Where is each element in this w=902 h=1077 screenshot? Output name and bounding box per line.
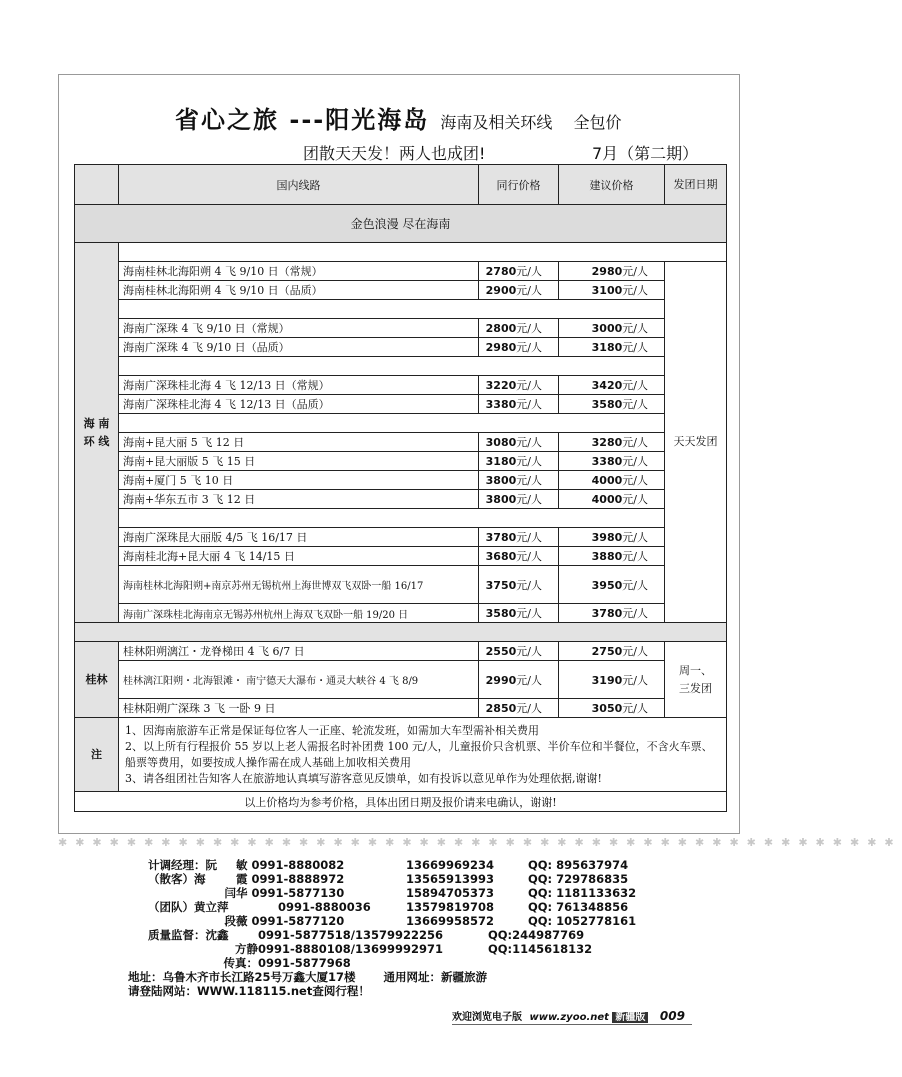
suggest-price: 4000元/人 [559,471,665,490]
guilin-section [75,642,727,718]
notes-label: 注 [75,718,119,792]
peer-price: 2550元/人 [479,642,559,661]
route-cell: 海南广深珠桂北海南京无锡苏州杭州上海双飞双卧一船 19/20 日 [119,604,479,623]
peer-price: 3680元/人 [479,547,559,566]
suggest-price: 3000元/人 [559,319,665,338]
title-route: 海南及相关环线 [440,113,553,132]
guilin-dates: 周一、三发团 [665,642,727,718]
table-row [75,319,727,338]
route-cell: 海南桂林北海阳朔 4 飞 9/10 日（品质） [119,281,479,300]
peer-price: 2780元/人 [479,262,559,281]
spacer-row [75,357,727,376]
peer-price: 2990元/人 [479,661,559,699]
spacer-row [75,509,727,528]
table-row [75,661,727,699]
suggest-price: 3190元/人 [559,661,665,699]
hainan-section [75,243,727,623]
period-label: 7月（第二期） [592,144,699,163]
section-banner [75,205,727,243]
peer-price: 3580元/人 [479,604,559,623]
website: 请登陆网站：WWW.118115.net查阅行程！ [128,984,370,998]
suggest-price: 3980元/人 [559,528,665,547]
section-banner-text: 金色浪漫 尽在海南 [75,205,727,243]
contact-row: 传真：0991-5877968 [223,956,351,970]
page-number: 009 [659,1009,685,1023]
notes-cell [119,718,727,792]
route-cell: 海南+昆大丽版 5 飞 15 日 [119,452,479,471]
spacer-row [75,300,727,319]
note-item: 2、以上所有行程报价 55 岁以上老人需报名时补团费 100 元/人，儿童报价只含机票、半价车位和半餐位，不含火车票、船票等费用，如要按成人操作需在成人基础上加收相关费用 [125,739,713,769]
route-cell: 海南广深珠桂北海 4 飞 12/13 日（常规） [119,376,479,395]
route-cell: 海南+厦门 5 飞 10 日 [119,471,479,490]
price-table [74,164,727,812]
site-link[interactable]: www.zyoo.net [529,1012,609,1023]
subtitle: 团散天天发！两人也成团! [303,144,486,163]
contact-block [128,858,637,998]
suggest-price: 2980元/人 [559,262,665,281]
contact-row: （团队）黄立萍 0991-8880036 13579819708 QQ: 761348856 [148,900,629,914]
title-main: 省心之旅 ---阳光海岛 [175,106,430,134]
suggest-price: 2750元/人 [559,642,665,661]
peer-price: 3800元/人 [479,490,559,509]
page-title [175,100,621,135]
suggest-price: 3050元/人 [559,699,665,718]
table-header [75,165,727,205]
table-row [75,528,727,547]
suggest-price: 3380元/人 [559,452,665,471]
table-row [75,604,727,623]
suggest-price: 3180元/人 [559,338,665,357]
suggest-price: 4000元/人 [559,490,665,509]
col-suggest-price: 建议价格 [559,165,665,205]
route-cell: 桂林阳朔广深珠 3 飞 一卧 9 日 [119,699,479,718]
peer-price: 3220元/人 [479,376,559,395]
peer-price: 2900元/人 [479,281,559,300]
decorative-stars: ✱✱✱✱✱✱✱✱✱✱✱✱✱✱✱✱✱✱✱✱✱✱✱✱✱✱✱✱✱✱✱✱✱✱✱✱✱✱✱✱✱✱✱✱✱✱✱✱✱ [58,836,902,849]
suggest-price: 3780元/人 [559,604,665,623]
table-row [75,490,727,509]
table-row [75,642,727,661]
suggest-price: 3580元/人 [559,395,665,414]
network-name: 通用网址：新疆旅游 [383,970,488,984]
peer-price: 3180元/人 [479,452,559,471]
peer-price: 3800元/人 [479,471,559,490]
route-cell: 海南+华东五市 3 飞 12 日 [119,490,479,509]
route-cell: 海南广深珠昆大丽版 4/5 飞 16/17 日 [119,528,479,547]
bottom-rule [452,1024,692,1025]
table-row [75,471,727,490]
route-cell: 海南广深珠桂北海 4 飞 12/13 日（品质） [119,395,479,414]
divider-row [75,623,727,642]
route-cell: 海南+昆大丽 5 飞 12 日 [119,433,479,452]
suggest-price: 3420元/人 [559,376,665,395]
contact-row: 质量监督：沈鑫 0991-5877518/13579922256 QQ:244987769 [148,928,585,942]
spacer-row [75,243,727,262]
table-row [75,699,727,718]
website-row [128,984,636,998]
contact-row: （散客）海 霞 0991-8888972 13565913993 QQ: 729786835 [148,872,629,886]
note-item: 1、因海南旅游车正常是保证每位客人一正座、轮流发班，如需加大车型需补相关费用 [125,723,539,737]
contact-row: 计调经理：阮 敏 0991-8880082 13669969234 QQ: 895637974 [148,858,629,872]
footer-text: 以上价格均为参考价格，具体出团日期及报价请来电确认，谢谢! [75,792,727,812]
table-row [75,281,727,300]
peer-price: 3380元/人 [479,395,559,414]
col-peer-price: 同行价格 [479,165,559,205]
route-cell: 海南广深珠 4 飞 9/10 日（常规） [119,319,479,338]
table-row [75,262,727,281]
peer-price: 2980元/人 [479,338,559,357]
corner-cell [75,165,119,205]
route-cell: 海南桂林北海阳朔+南京苏州无锡杭州上海世博双飞双卧一船 16/17 [119,566,479,604]
route-cell: 海南桂林北海阳朔 4 飞 9/10 日（常规） [119,262,479,281]
col-route: 国内线路 [119,165,479,205]
table-row [75,566,727,604]
edition-badge: 新疆版 [612,1012,648,1023]
note-item: 3、请各组团社告知客人在旅游地认真填写游客意见反馈单，如有投诉以意见单作为处理依据,谢谢! [125,771,602,785]
peer-price: 3080元/人 [479,433,559,452]
hainan-side-label: 海 南 环 线 [75,243,119,623]
route-cell: 海南桂北海+昆大丽 4 飞 14/15 日 [119,547,479,566]
contact-row: 段薇 0991-5877120 13669958572 QQ: 1052778161 [224,914,637,928]
hainan-dates: 天天发团 [665,262,727,623]
address-row [0,970,636,984]
peer-price: 2800元/人 [479,319,559,338]
suggest-price: 3280元/人 [559,433,665,452]
table-row [75,395,727,414]
table-footer [75,792,727,812]
suggest-price: 3100元/人 [559,281,665,300]
spacer-row [75,414,727,433]
table-row [75,433,727,452]
col-dates: 发团日期 [665,165,727,205]
guilin-side-label: 桂林 [75,642,119,718]
notes-row [75,718,727,792]
route-cell: 桂林漓江阳朔・北海银滩・ 南宁德天大瀑布・通灵大峡谷 4 飞 8/9 [119,661,479,699]
contact-row: 方静0991-8880108/13699992971 QQ:1145618132 [235,942,593,956]
peer-price: 2850元/人 [479,699,559,718]
route-cell: 桂林阳朔漓江・龙脊梯田 4 飞 6/7 日 [119,642,479,661]
suggest-price: 3880元/人 [559,547,665,566]
route-cell: 海南广深珠 4 飞 9/10 日（品质） [119,338,479,357]
table-row [75,452,727,471]
table-row [75,547,727,566]
table-row [75,376,727,395]
contact-row: 闫华 0991-5877130 15894705373 QQ: 1181133632 [224,886,637,900]
peer-price: 3750元/人 [479,566,559,604]
table-row [75,338,727,357]
welcome-text: 欢迎浏览电子版 [452,1012,522,1023]
address: 地址：乌鲁木齐市长江路25号万鑫大厦17楼 [128,970,356,984]
bottom-bar [452,1008,752,1022]
peer-price: 3780元/人 [479,528,559,547]
title-price: 全包价 [573,113,622,132]
suggest-price: 3950元/人 [559,566,665,604]
